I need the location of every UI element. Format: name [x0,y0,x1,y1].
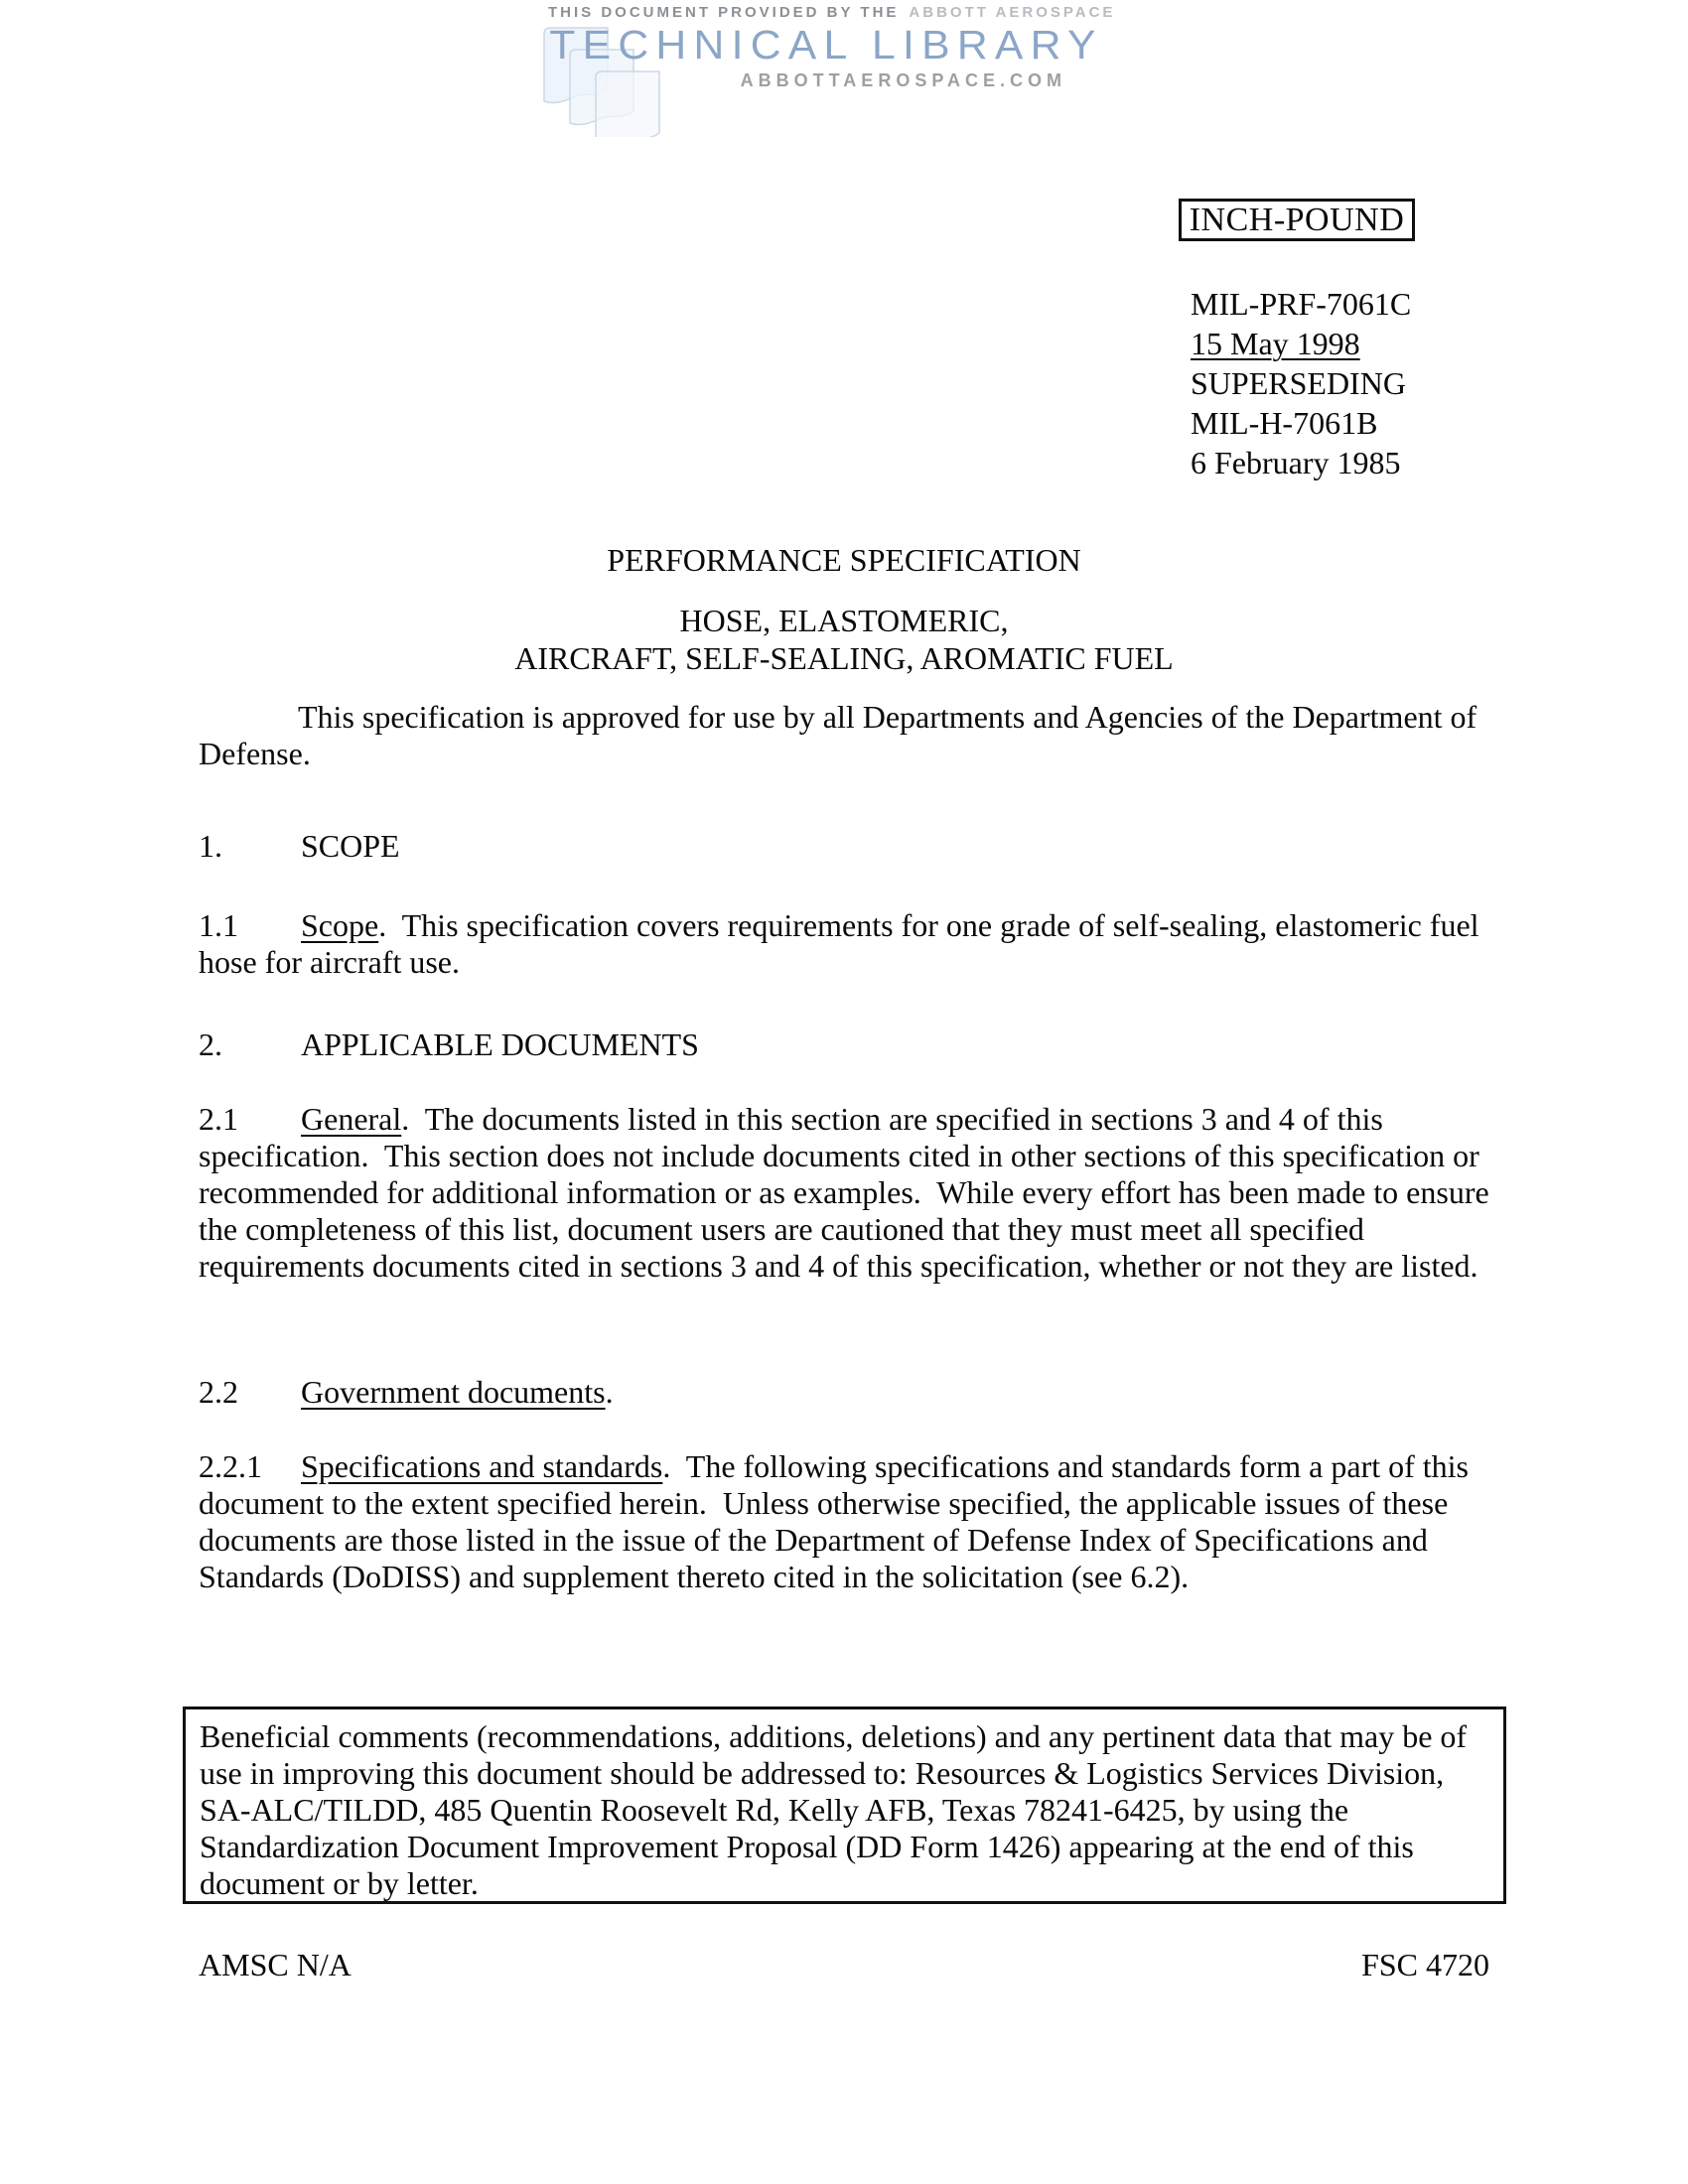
section-2-2-1-paragraph [199,1448,1489,1595]
section-title: Scope [301,907,379,943]
section-number: 2.2.1 [199,1448,262,1484]
beneficial-comments-box: Beneficial comments (recommendations, additions, deletions) and any pertinent data that may be of use in improving this document should be addressed to: Resources & Logistics Services Division, SA-ALC/TILDD, 485 Quentin Roosevelt Rd, Kelly AFB, Texas 78241-6425, by using the Standardization Document Improvement Proposal (DD Form 1426) appearing at the end of this document or by letter. [183,1706,1506,1904]
document-subject-title [199,602,1489,677]
section-1-1-paragraph [199,907,1489,981]
section-body: . [605,1374,614,1410]
subject-line-1: HOSE, ELASTOMERIC, [679,603,1009,638]
document-type-title: PERFORMANCE SPECIFICATION [607,542,1081,578]
document-id-block [1191,284,1411,482]
logo-brand-text: ABBOTT AEROSPACE [909,4,1116,21]
section-number: 1.1 [199,907,238,943]
subject-line-2: AIRCRAFT, SELF-SEALING, AROMATIC FUEL [514,640,1174,676]
amsc-code: AMSC N/A [199,1947,352,1982]
section-title: Government documents [301,1374,606,1410]
section-1-heading [199,828,1489,865]
logo-provided-by-text: THIS DOCUMENT PROVIDED BY THE [548,4,900,21]
section-number: 2. [199,1026,222,1062]
section-2-1-paragraph [199,1101,1497,1285]
fsc-code: FSC 4720 [1361,1947,1489,1982]
section-number: 1. [199,828,222,864]
spec-date: 15 May 1998 [1191,326,1360,361]
section-body: . The following specifications and standards form a part of this document to the extent specified herein. Unless otherwise specified, the applicable issues of these documents are those listed in the issue of the Department of Defense Index of Specifications and Standards (DoDISS) and supplement thereto cited in the solicitation (see 6.2). [199,1448,1477,1594]
logo-tagline [548,4,1116,21]
logo-domain-text: ABBOTTAEROSPACE.COM [740,70,1066,90]
approval-paragraph: This specification is approved for use by all Departments and Agencies of the Department of Defense. [199,699,1485,771]
section-body: . This specification covers requirements for one grade of self-sealing, elastomeric fuel hose for aircraft use. [199,907,1487,980]
section-title: General [301,1101,402,1137]
section-number: 2.2 [199,1374,238,1410]
section-title: SCOPE [301,828,400,864]
section-number: 2.1 [199,1101,238,1137]
spec-number: MIL-PRF-7061C [1191,286,1412,322]
section-2-heading [199,1026,1489,1063]
page-footer [199,1947,1489,1983]
section-2-2-heading [199,1374,1489,1411]
section-title: APPLICABLE DOCUMENTS [301,1026,699,1062]
section-title: Specifications and standards [301,1448,663,1484]
abbott-aerospace-logo [548,4,1116,91]
superseding-label: SUPERSEDING [1191,365,1406,401]
inch-pound-stamp: INCH-POUND [1179,199,1415,241]
superseded-number: MIL-H-7061B [1191,405,1378,441]
logo-library-title: TECHNICAL LIBRARY [549,22,1103,68]
section-body: . The documents listed in this section are specified in sections 3 and 4 of this specification. This section does not include documents cited in other sections of this specification or recommended for additional information or as examples. While every effort has been made to ensure the completeness of this list, document users are cautioned that they must meet all specified requirements documents cited in sections 3 and 4 of this specification, whether or not they are listed. [199,1101,1497,1284]
superseded-date: 6 February 1985 [1191,445,1401,480]
